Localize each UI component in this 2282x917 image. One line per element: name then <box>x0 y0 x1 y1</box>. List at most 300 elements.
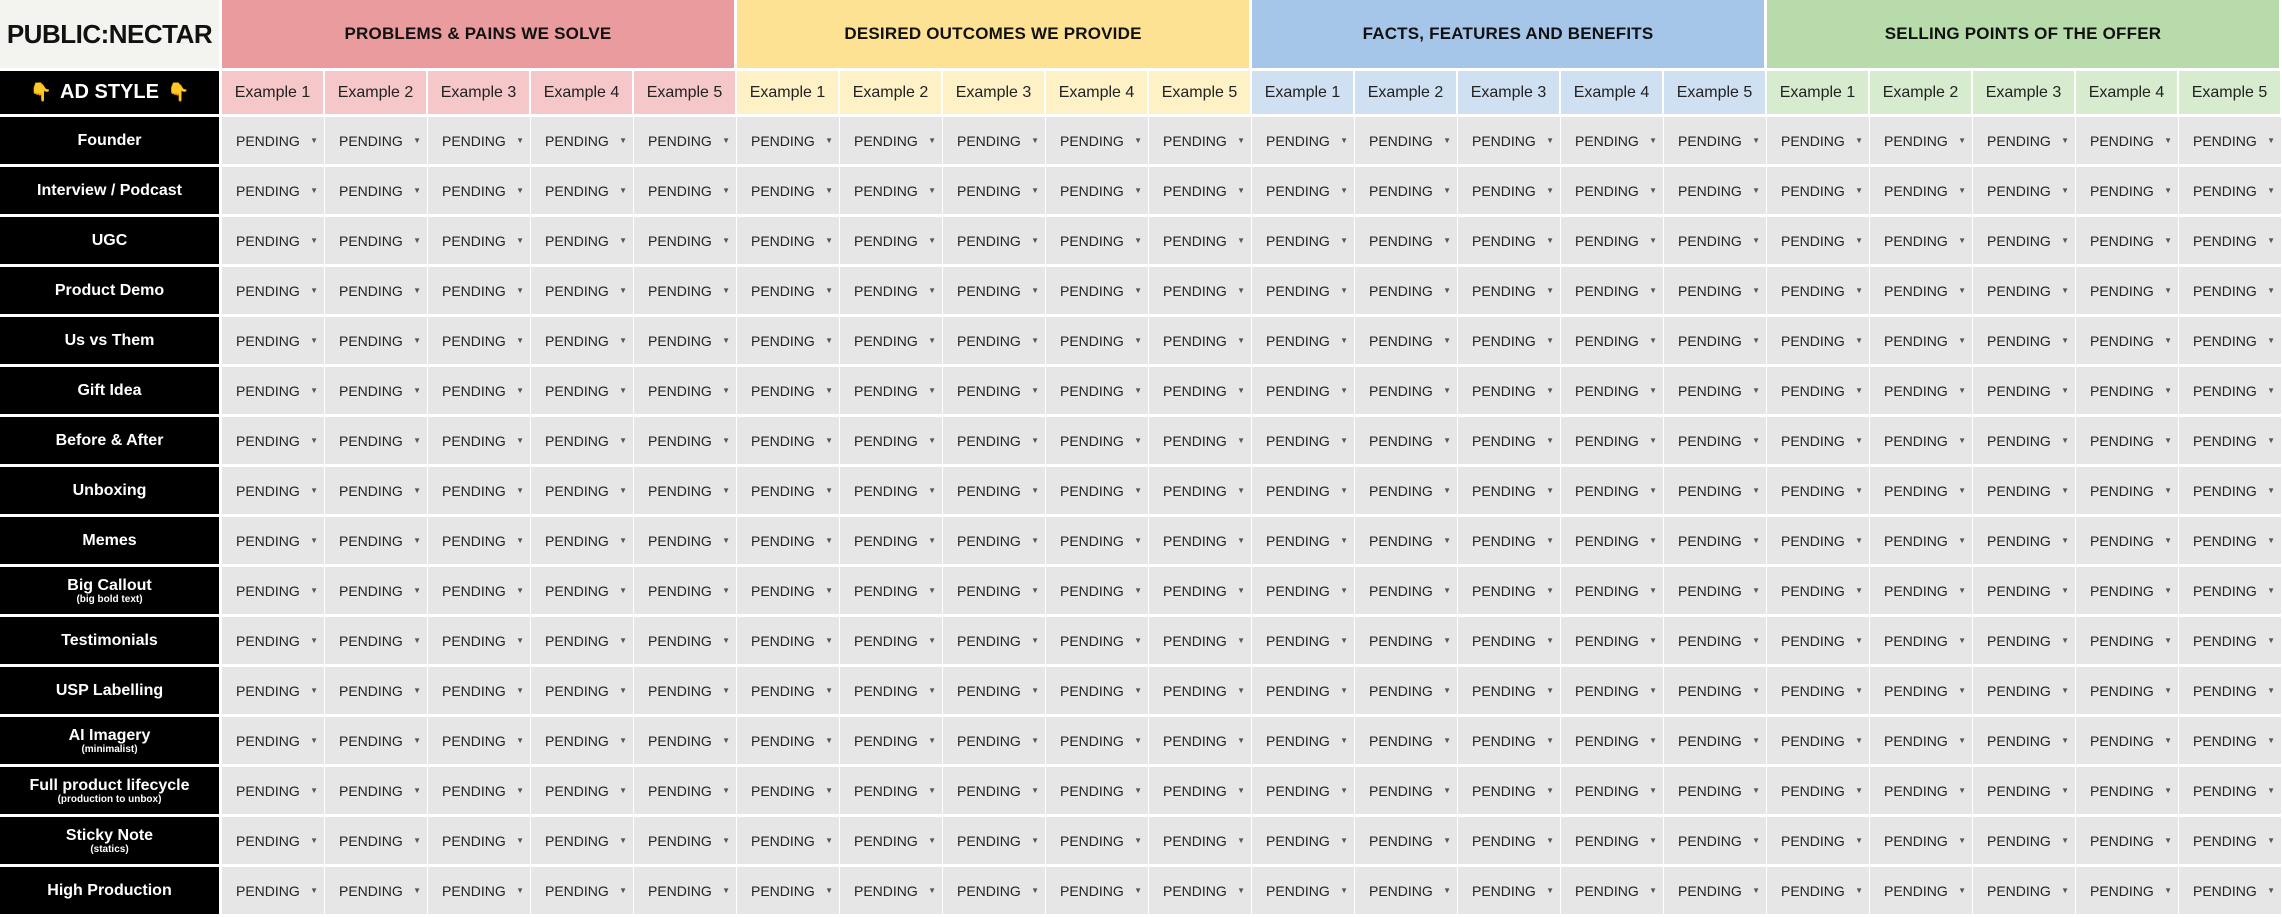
status-dropdown[interactable] <box>1973 367 2076 417</box>
status-dropdown[interactable] <box>1664 867 1767 917</box>
status-dropdown[interactable] <box>1149 617 1252 667</box>
status-dropdown[interactable] <box>222 267 325 317</box>
status-dropdown[interactable] <box>325 217 428 267</box>
status-dropdown[interactable] <box>634 367 737 417</box>
status-dropdown[interactable] <box>2076 217 2179 267</box>
status-dropdown[interactable] <box>1458 817 1561 867</box>
status-dropdown[interactable] <box>1664 467 1767 517</box>
status-dropdown[interactable] <box>531 517 634 567</box>
status-dropdown[interactable] <box>1561 717 1664 767</box>
status-dropdown[interactable] <box>428 417 531 467</box>
status-dropdown[interactable] <box>222 167 325 217</box>
status-dropdown[interactable] <box>1664 767 1767 817</box>
status-dropdown[interactable] <box>1664 617 1767 667</box>
status-dropdown[interactable] <box>2179 717 2282 767</box>
status-dropdown[interactable] <box>1355 367 1458 417</box>
status-dropdown[interactable] <box>1355 417 1458 467</box>
status-dropdown[interactable] <box>531 717 634 767</box>
status-dropdown[interactable] <box>428 117 531 167</box>
status-dropdown[interactable] <box>634 117 737 167</box>
status-dropdown[interactable] <box>1355 717 1458 767</box>
status-dropdown[interactable] <box>1355 767 1458 817</box>
status-dropdown[interactable] <box>2076 817 2179 867</box>
status-dropdown[interactable] <box>1252 417 1355 467</box>
status-dropdown[interactable] <box>1355 117 1458 167</box>
status-dropdown[interactable] <box>737 867 840 917</box>
status-dropdown[interactable] <box>840 517 943 567</box>
status-dropdown[interactable] <box>634 717 737 767</box>
status-dropdown[interactable] <box>737 567 840 617</box>
status-dropdown[interactable] <box>1664 717 1767 767</box>
status-dropdown[interactable] <box>1561 317 1664 367</box>
status-dropdown[interactable] <box>2179 567 2282 617</box>
status-dropdown[interactable] <box>1458 417 1561 467</box>
status-dropdown[interactable] <box>531 267 634 317</box>
status-dropdown[interactable] <box>737 417 840 467</box>
status-dropdown[interactable] <box>531 117 634 167</box>
status-dropdown[interactable] <box>737 467 840 517</box>
status-dropdown[interactable] <box>634 567 737 617</box>
status-dropdown[interactable] <box>1149 317 1252 367</box>
status-dropdown[interactable] <box>1149 817 1252 867</box>
status-dropdown[interactable] <box>634 667 737 717</box>
status-dropdown[interactable] <box>1046 817 1149 867</box>
status-dropdown[interactable] <box>943 267 1046 317</box>
status-dropdown[interactable] <box>1252 567 1355 617</box>
status-dropdown[interactable] <box>1870 717 1973 767</box>
status-dropdown[interactable] <box>840 567 943 617</box>
status-dropdown[interactable] <box>1252 117 1355 167</box>
status-dropdown[interactable] <box>2076 117 2179 167</box>
status-dropdown[interactable] <box>1458 317 1561 367</box>
status-dropdown[interactable] <box>1355 467 1458 517</box>
status-dropdown[interactable] <box>428 817 531 867</box>
status-dropdown[interactable] <box>1458 167 1561 217</box>
status-dropdown[interactable] <box>1767 617 1870 667</box>
status-dropdown[interactable] <box>943 567 1046 617</box>
status-dropdown[interactable] <box>1046 467 1149 517</box>
status-dropdown[interactable] <box>1561 217 1664 267</box>
status-dropdown[interactable] <box>222 467 325 517</box>
status-dropdown[interactable] <box>531 317 634 367</box>
status-dropdown[interactable] <box>1252 317 1355 367</box>
status-dropdown[interactable] <box>531 617 634 667</box>
status-dropdown[interactable] <box>2076 367 2179 417</box>
status-dropdown[interactable] <box>2179 517 2282 567</box>
status-dropdown[interactable] <box>2076 767 2179 817</box>
status-dropdown[interactable] <box>943 117 1046 167</box>
status-dropdown[interactable] <box>1767 317 1870 367</box>
status-dropdown[interactable] <box>222 317 325 367</box>
status-dropdown[interactable] <box>2179 617 2282 667</box>
status-dropdown[interactable] <box>634 167 737 217</box>
status-dropdown[interactable] <box>1046 167 1149 217</box>
status-dropdown[interactable] <box>1561 167 1664 217</box>
status-dropdown[interactable] <box>840 117 943 167</box>
status-dropdown[interactable] <box>1973 567 2076 617</box>
status-dropdown[interactable] <box>2076 867 2179 917</box>
status-dropdown[interactable] <box>943 517 1046 567</box>
status-dropdown[interactable] <box>1664 117 1767 167</box>
status-dropdown[interactable] <box>1870 217 1973 267</box>
status-dropdown[interactable] <box>1767 467 1870 517</box>
status-dropdown[interactable] <box>1767 567 1870 617</box>
status-dropdown[interactable] <box>325 167 428 217</box>
status-dropdown[interactable] <box>1149 467 1252 517</box>
status-dropdown[interactable] <box>428 367 531 417</box>
status-dropdown[interactable] <box>2076 517 2179 567</box>
status-dropdown[interactable] <box>737 767 840 817</box>
status-dropdown[interactable] <box>1355 817 1458 867</box>
status-dropdown[interactable] <box>1046 667 1149 717</box>
status-dropdown[interactable] <box>1458 117 1561 167</box>
status-dropdown[interactable] <box>634 467 737 517</box>
status-dropdown[interactable] <box>531 467 634 517</box>
status-dropdown[interactable] <box>1664 167 1767 217</box>
status-dropdown[interactable] <box>1252 267 1355 317</box>
status-dropdown[interactable] <box>737 717 840 767</box>
status-dropdown[interactable] <box>2179 267 2282 317</box>
status-dropdown[interactable] <box>325 717 428 767</box>
status-dropdown[interactable] <box>1355 317 1458 367</box>
status-dropdown[interactable] <box>1973 717 2076 767</box>
status-dropdown[interactable] <box>1973 467 2076 517</box>
status-dropdown[interactable] <box>1355 567 1458 617</box>
status-dropdown[interactable] <box>1355 617 1458 667</box>
status-dropdown[interactable] <box>1561 367 1664 417</box>
status-dropdown[interactable] <box>1252 717 1355 767</box>
status-dropdown[interactable] <box>428 517 531 567</box>
status-dropdown[interactable] <box>325 767 428 817</box>
status-dropdown[interactable] <box>1561 617 1664 667</box>
status-dropdown[interactable] <box>634 317 737 367</box>
status-dropdown[interactable] <box>325 467 428 517</box>
status-dropdown[interactable] <box>840 317 943 367</box>
status-dropdown[interactable] <box>1149 767 1252 817</box>
status-dropdown[interactable] <box>531 567 634 617</box>
status-dropdown[interactable] <box>1458 467 1561 517</box>
status-dropdown[interactable] <box>1870 517 1973 567</box>
status-dropdown[interactable] <box>1355 517 1458 567</box>
status-dropdown[interactable] <box>943 867 1046 917</box>
status-dropdown[interactable] <box>2076 467 2179 517</box>
status-dropdown[interactable] <box>2076 717 2179 767</box>
status-dropdown[interactable] <box>1973 317 2076 367</box>
status-dropdown[interactable] <box>1458 517 1561 567</box>
status-dropdown[interactable] <box>2076 567 2179 617</box>
status-dropdown[interactable] <box>634 217 737 267</box>
status-dropdown[interactable] <box>1767 767 1870 817</box>
status-dropdown[interactable] <box>325 817 428 867</box>
status-dropdown[interactable] <box>222 717 325 767</box>
status-dropdown[interactable] <box>1870 317 1973 367</box>
status-dropdown[interactable] <box>943 217 1046 267</box>
status-dropdown[interactable] <box>428 567 531 617</box>
status-dropdown[interactable] <box>1767 417 1870 467</box>
status-dropdown[interactable] <box>1973 167 2076 217</box>
status-dropdown[interactable] <box>1870 417 1973 467</box>
status-dropdown[interactable] <box>943 767 1046 817</box>
status-dropdown[interactable] <box>1870 817 1973 867</box>
status-dropdown[interactable] <box>1664 217 1767 267</box>
status-dropdown[interactable] <box>634 767 737 817</box>
status-dropdown[interactable] <box>222 217 325 267</box>
status-dropdown[interactable] <box>1046 117 1149 167</box>
status-dropdown[interactable] <box>325 517 428 567</box>
status-dropdown[interactable] <box>428 717 531 767</box>
status-dropdown[interactable] <box>1561 867 1664 917</box>
status-dropdown[interactable] <box>1149 517 1252 567</box>
status-dropdown[interactable] <box>1561 817 1664 867</box>
status-dropdown[interactable] <box>1973 267 2076 317</box>
status-dropdown[interactable] <box>2179 167 2282 217</box>
status-dropdown[interactable] <box>1252 867 1355 917</box>
status-dropdown[interactable] <box>325 867 428 917</box>
status-dropdown[interactable] <box>1458 567 1561 617</box>
status-dropdown[interactable] <box>1252 517 1355 567</box>
status-dropdown[interactable] <box>1046 617 1149 667</box>
status-dropdown[interactable] <box>1973 817 2076 867</box>
status-dropdown[interactable] <box>634 417 737 467</box>
status-dropdown[interactable] <box>737 317 840 367</box>
status-dropdown[interactable] <box>840 217 943 267</box>
status-dropdown[interactable] <box>1561 667 1664 717</box>
status-dropdown[interactable] <box>737 617 840 667</box>
status-dropdown[interactable] <box>2179 667 2282 717</box>
status-dropdown[interactable] <box>1046 717 1149 767</box>
status-dropdown[interactable] <box>943 667 1046 717</box>
status-dropdown[interactable] <box>2179 217 2282 267</box>
status-dropdown[interactable] <box>2076 167 2179 217</box>
status-dropdown[interactable] <box>2179 817 2282 867</box>
status-dropdown[interactable] <box>1458 667 1561 717</box>
status-dropdown[interactable] <box>1767 167 1870 217</box>
status-dropdown[interactable] <box>840 367 943 417</box>
status-dropdown[interactable] <box>943 367 1046 417</box>
status-dropdown[interactable] <box>1767 367 1870 417</box>
status-dropdown[interactable] <box>1458 217 1561 267</box>
status-dropdown[interactable] <box>1458 717 1561 767</box>
status-dropdown[interactable] <box>1664 317 1767 367</box>
status-dropdown[interactable] <box>1252 167 1355 217</box>
status-dropdown[interactable] <box>943 617 1046 667</box>
status-dropdown[interactable] <box>840 617 943 667</box>
status-dropdown[interactable] <box>1973 867 2076 917</box>
status-dropdown[interactable] <box>1252 367 1355 417</box>
status-dropdown[interactable] <box>1458 367 1561 417</box>
status-dropdown[interactable] <box>1870 567 1973 617</box>
status-dropdown[interactable] <box>2076 267 2179 317</box>
status-dropdown[interactable] <box>2179 467 2282 517</box>
status-dropdown[interactable] <box>1870 767 1973 817</box>
status-dropdown[interactable] <box>1046 767 1149 817</box>
status-dropdown[interactable] <box>1046 867 1149 917</box>
status-dropdown[interactable] <box>1561 517 1664 567</box>
status-dropdown[interactable] <box>1252 817 1355 867</box>
status-dropdown[interactable] <box>1767 667 1870 717</box>
status-dropdown[interactable] <box>1767 717 1870 767</box>
status-dropdown[interactable] <box>1252 617 1355 667</box>
status-dropdown[interactable] <box>1458 267 1561 317</box>
status-dropdown[interactable] <box>531 667 634 717</box>
status-dropdown[interactable] <box>1870 167 1973 217</box>
status-dropdown[interactable] <box>1046 267 1149 317</box>
status-dropdown[interactable] <box>840 467 943 517</box>
status-dropdown[interactable] <box>1355 267 1458 317</box>
status-dropdown[interactable] <box>943 317 1046 367</box>
status-dropdown[interactable] <box>1149 417 1252 467</box>
status-dropdown[interactable] <box>1870 117 1973 167</box>
status-dropdown[interactable] <box>943 717 1046 767</box>
status-dropdown[interactable] <box>1355 867 1458 917</box>
status-dropdown[interactable] <box>2179 117 2282 167</box>
status-dropdown[interactable] <box>428 667 531 717</box>
status-dropdown[interactable] <box>1046 217 1149 267</box>
status-dropdown[interactable] <box>1561 417 1664 467</box>
status-dropdown[interactable] <box>1973 417 2076 467</box>
status-dropdown[interactable] <box>222 567 325 617</box>
status-dropdown[interactable] <box>1252 767 1355 817</box>
status-dropdown[interactable] <box>428 467 531 517</box>
status-dropdown[interactable] <box>1664 667 1767 717</box>
status-dropdown[interactable] <box>840 417 943 467</box>
status-dropdown[interactable] <box>1561 467 1664 517</box>
status-dropdown[interactable] <box>840 667 943 717</box>
status-dropdown[interactable] <box>428 767 531 817</box>
status-dropdown[interactable] <box>1973 617 2076 667</box>
status-dropdown[interactable] <box>428 317 531 367</box>
status-dropdown[interactable] <box>1149 867 1252 917</box>
status-dropdown[interactable] <box>1355 217 1458 267</box>
status-dropdown[interactable] <box>634 267 737 317</box>
status-dropdown[interactable] <box>1149 667 1252 717</box>
status-dropdown[interactable] <box>1149 267 1252 317</box>
status-dropdown[interactable] <box>1870 367 1973 417</box>
status-dropdown[interactable] <box>428 867 531 917</box>
status-dropdown[interactable] <box>1046 567 1149 617</box>
status-dropdown[interactable] <box>1767 267 1870 317</box>
status-dropdown[interactable] <box>1664 417 1767 467</box>
status-dropdown[interactable] <box>634 817 737 867</box>
status-dropdown[interactable] <box>2179 367 2282 417</box>
status-dropdown[interactable] <box>1664 367 1767 417</box>
status-dropdown[interactable] <box>840 767 943 817</box>
status-dropdown[interactable] <box>325 567 428 617</box>
status-dropdown[interactable] <box>1149 567 1252 617</box>
status-dropdown[interactable] <box>222 417 325 467</box>
status-dropdown[interactable] <box>1870 617 1973 667</box>
status-dropdown[interactable] <box>737 667 840 717</box>
status-dropdown[interactable] <box>1870 667 1973 717</box>
status-dropdown[interactable] <box>531 817 634 867</box>
status-dropdown[interactable] <box>737 817 840 867</box>
status-dropdown[interactable] <box>1149 117 1252 167</box>
status-dropdown[interactable] <box>2179 317 2282 367</box>
status-dropdown[interactable] <box>1046 517 1149 567</box>
status-dropdown[interactable] <box>1664 517 1767 567</box>
status-dropdown[interactable] <box>531 167 634 217</box>
status-dropdown[interactable] <box>1149 367 1252 417</box>
status-dropdown[interactable] <box>222 517 325 567</box>
status-dropdown[interactable] <box>531 367 634 417</box>
status-dropdown[interactable] <box>1664 267 1767 317</box>
status-dropdown[interactable] <box>2179 867 2282 917</box>
status-dropdown[interactable] <box>943 417 1046 467</box>
status-dropdown[interactable] <box>428 217 531 267</box>
status-dropdown[interactable] <box>737 367 840 417</box>
status-dropdown[interactable] <box>1046 367 1149 417</box>
status-dropdown[interactable] <box>222 867 325 917</box>
status-dropdown[interactable] <box>1973 667 2076 717</box>
status-dropdown[interactable] <box>1561 567 1664 617</box>
status-dropdown[interactable] <box>428 267 531 317</box>
status-dropdown[interactable] <box>840 167 943 217</box>
status-dropdown[interactable] <box>1973 217 2076 267</box>
status-dropdown[interactable] <box>531 767 634 817</box>
status-dropdown[interactable] <box>2179 417 2282 467</box>
status-dropdown[interactable] <box>1767 117 1870 167</box>
status-dropdown[interactable] <box>1561 117 1664 167</box>
status-dropdown[interactable] <box>325 667 428 717</box>
status-dropdown[interactable] <box>325 117 428 167</box>
status-dropdown[interactable] <box>1149 217 1252 267</box>
status-dropdown[interactable] <box>531 867 634 917</box>
status-dropdown[interactable] <box>222 667 325 717</box>
status-dropdown[interactable] <box>222 117 325 167</box>
status-dropdown[interactable] <box>222 367 325 417</box>
status-dropdown[interactable] <box>1767 217 1870 267</box>
status-dropdown[interactable] <box>1973 767 2076 817</box>
status-dropdown[interactable] <box>1767 867 1870 917</box>
status-dropdown[interactable] <box>1355 167 1458 217</box>
status-dropdown[interactable] <box>1973 517 2076 567</box>
status-dropdown[interactable] <box>531 217 634 267</box>
status-dropdown[interactable] <box>2179 767 2282 817</box>
status-dropdown[interactable] <box>1664 567 1767 617</box>
status-dropdown[interactable] <box>737 217 840 267</box>
status-dropdown[interactable] <box>325 367 428 417</box>
status-dropdown[interactable] <box>222 817 325 867</box>
status-dropdown[interactable] <box>428 167 531 217</box>
status-dropdown[interactable] <box>1973 117 2076 167</box>
status-dropdown[interactable] <box>531 417 634 467</box>
status-dropdown[interactable] <box>634 517 737 567</box>
status-dropdown[interactable] <box>1252 217 1355 267</box>
status-dropdown[interactable] <box>325 317 428 367</box>
status-dropdown[interactable] <box>2076 417 2179 467</box>
status-dropdown[interactable] <box>1767 517 1870 567</box>
status-dropdown[interactable] <box>2076 317 2179 367</box>
status-dropdown[interactable] <box>2076 667 2179 717</box>
status-dropdown[interactable] <box>840 867 943 917</box>
status-dropdown[interactable] <box>840 717 943 767</box>
status-dropdown[interactable] <box>325 267 428 317</box>
status-dropdown[interactable] <box>737 167 840 217</box>
status-dropdown[interactable] <box>428 617 531 667</box>
status-dropdown[interactable] <box>737 517 840 567</box>
status-dropdown[interactable] <box>737 117 840 167</box>
status-dropdown[interactable] <box>1046 317 1149 367</box>
status-dropdown[interactable] <box>325 617 428 667</box>
status-dropdown[interactable] <box>1355 667 1458 717</box>
status-dropdown[interactable] <box>943 167 1046 217</box>
status-dropdown[interactable] <box>1561 767 1664 817</box>
status-dropdown[interactable] <box>1870 267 1973 317</box>
status-dropdown[interactable] <box>1664 817 1767 867</box>
status-dropdown[interactable] <box>1870 467 1973 517</box>
status-dropdown[interactable] <box>1252 667 1355 717</box>
status-dropdown[interactable] <box>1149 167 1252 217</box>
